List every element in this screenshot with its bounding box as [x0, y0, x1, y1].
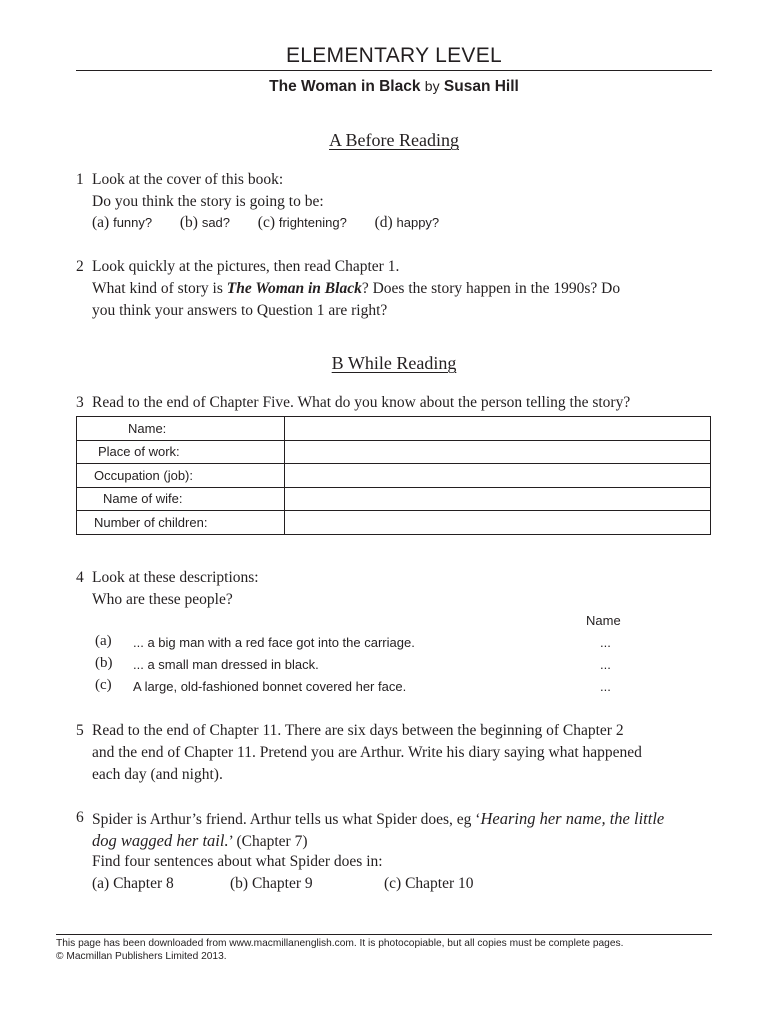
option-d-letter: (d) — [374, 214, 393, 231]
table-label-cell — [77, 511, 285, 535]
question-2-line-3: you think your answers to Question 1 are right? — [92, 302, 388, 319]
question-1-options — [92, 214, 439, 232]
question-6-option-b: (b) Chapter 9 — [230, 875, 313, 892]
description-c-text: A large, old-fashioned bonnet covered her face. — [133, 679, 407, 694]
description-c-answer[interactable]: ... — [600, 679, 611, 694]
table-label-cell — [77, 440, 285, 464]
question-6-line-2-end: ’ (Chapter 7) — [228, 833, 308, 850]
section-a-heading-text: A Before Reading — [329, 130, 459, 150]
answer-cell-name-of-wife[interactable] — [285, 487, 711, 511]
question-6-option-c: (c) Chapter 10 — [384, 875, 474, 892]
spider-quote-part-2: dog wagged her tail. — [92, 831, 229, 850]
table-label-cell — [77, 464, 285, 488]
question-6-number: 6 — [76, 809, 84, 826]
section-b-heading — [0, 353, 768, 374]
table-label-cell — [77, 487, 285, 511]
answer-cell-name[interactable] — [285, 417, 711, 441]
description-b-letter: (b) — [95, 655, 113, 671]
question-4-number: 4 — [76, 569, 84, 586]
question-1-line-1: Look at the cover of this book: — [92, 171, 284, 188]
option-c-text: frightening? — [278, 215, 347, 230]
table-row — [77, 464, 711, 488]
book-title: The Woman in Black — [269, 78, 421, 95]
row-label-place-of-work: Place of work: — [98, 444, 180, 460]
name-column-header: Name — [586, 613, 621, 628]
question-2-line-2 — [92, 280, 620, 298]
title-divider — [76, 70, 712, 71]
question-6-option-a: (a) Chapter 8 — [92, 875, 174, 892]
book-title-inline: The Woman in Black — [226, 280, 362, 297]
question-2-line-2-start: What kind of story is — [92, 280, 227, 297]
question-5-line-1: Read to the end of Chapter 11. There are six days between the beginning of Chapter 2 — [92, 722, 624, 739]
question-6-line-1-start: Spider is Arthur’s friend. Arthur tells us what Spider does, eg ‘ — [92, 811, 481, 828]
answer-cell-place-of-work[interactable] — [285, 440, 711, 464]
question-2-number: 2 — [76, 258, 84, 275]
footer-publisher: © Macmillan Publishers Limited 2013. — [56, 951, 227, 962]
answer-cell-occupation[interactable] — [285, 464, 711, 488]
author-name: Susan Hill — [443, 78, 519, 95]
by-word: by — [424, 78, 440, 94]
description-a-text: ... a big man with a red face got into the carriage. — [133, 635, 415, 650]
question-4-line-1: Look at these descriptions: — [92, 569, 259, 586]
question-1-line-2: Do you think the story is going to be: — [92, 193, 324, 210]
section-b-heading-text: B While Reading — [331, 353, 457, 373]
question-6-line-2 — [92, 831, 307, 851]
table-row — [77, 487, 711, 511]
question-1-number: 1 — [76, 171, 84, 188]
question-3-line-1: Read to the end of Chapter Five. What do you know about the person telling the story? — [92, 394, 631, 411]
table-row — [77, 511, 711, 535]
option-d-text: happy? — [396, 215, 440, 230]
footer-divider — [56, 934, 712, 935]
question-5-number: 5 — [76, 722, 84, 739]
question-3-number: 3 — [76, 394, 84, 411]
spider-quote-part-1: Hearing her name, the little — [480, 809, 665, 828]
table-label-cell — [77, 417, 285, 441]
about-narrator-table — [76, 416, 711, 535]
row-label-occupation: Occupation (job): — [94, 467, 193, 483]
option-a-letter: (a) — [92, 214, 110, 231]
option-a-text: funny? — [113, 215, 153, 230]
footer-copyright-notice: This page has been downloaded from www.macmillanenglish.com. It is photocopiable, but all copies must be complete pages. — [56, 938, 624, 949]
book-title-line — [0, 78, 768, 96]
table-row — [77, 417, 711, 441]
description-c-letter: (c) — [95, 677, 112, 693]
table-row — [77, 440, 711, 464]
description-b-text: ... a small man dressed in black. — [133, 657, 319, 672]
question-5-line-3: each day (and night). — [92, 766, 223, 783]
option-c-letter: (c) — [257, 214, 275, 231]
description-b-answer[interactable]: ... — [600, 657, 611, 672]
question-6-line-3: Find four sentences about what Spider does in: — [92, 853, 383, 870]
question-5-line-2: and the end of Chapter 11. Pretend you are Arthur. Write his diary saying what happened — [92, 744, 642, 761]
question-6-line-1 — [92, 809, 664, 829]
answer-cell-number-of-children[interactable] — [285, 511, 711, 535]
question-4-line-2: Who are these people? — [92, 591, 233, 608]
description-a-letter: (a) — [95, 633, 112, 649]
option-b-text: sad? — [201, 215, 231, 230]
row-label-name-of-wife: Name of wife: — [103, 491, 183, 507]
level-title: ELEMENTARY LEVEL — [285, 44, 503, 67]
row-label-number-of-children: Number of children: — [94, 514, 208, 530]
option-b-letter: (b) — [179, 214, 198, 231]
question-2-line-2-end: ? Does the story happen in the 1990s? Do — [361, 280, 621, 297]
row-label-name: Name: — [128, 420, 167, 436]
description-a-answer[interactable]: ... — [600, 635, 611, 650]
question-2-line-1: Look quickly at the pictures, then read Chapter 1. — [92, 258, 400, 275]
section-a-heading — [0, 130, 768, 151]
